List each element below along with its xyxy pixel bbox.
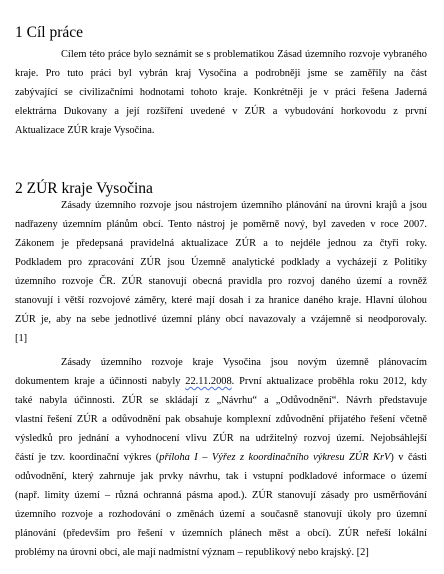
text-line: zabývající se civilizačními hodnotami tohoto kraje. Konkrétněji je v práci řešena Jaderná (15, 87, 427, 98)
text-segment: částí je tzv. koordinační výkres ( (15, 452, 160, 463)
text-line: Podkladem pro zpracování ZÚR jsou Územně analytické podklady a vycházejí z Politiky (15, 257, 427, 268)
text-line: vlastní řešení ZÚR a odůvodnění pak obsahuje komplexní zdůvodnění přijatého řešení včetně (15, 414, 427, 425)
text-line: kraje. Pro tuto práci byl vybrán kraj Vysočina a podrobněji jsme se zaměřily na část (15, 68, 427, 79)
section-heading-zur-kraje-vysocina: 2 ZÚR kraje Vysočina (15, 180, 153, 197)
paragraph-cil-prace (15, 45, 427, 140)
text-line: ZÚR je, aby na sebe jednotlivé územní plány obcí navazovaly a vzájemně si neodporovaly. (15, 314, 427, 325)
citation: [1] (15, 333, 28, 344)
text-line: elektrárna Dukovany a její rozšíření uvedené v ZÚR a vybudování horkovodu z první (15, 106, 427, 117)
text-line: výsledků pro jednání a vyhodnocení vlivu ZÚR na udržitelný rozvoj území. Nejobsáhlejší (15, 433, 427, 444)
text-segment: ) v části (390, 452, 427, 463)
text-line: územního rozvoje ČR. ZÚR stanovují obecná pravidla pro rozvoj daného území a rovněž (15, 276, 427, 287)
text-line: stanovují i větší rozvojové záměry, které mají dosah i za hranice daného kraje. Hlavní úlohou (15, 295, 427, 306)
text-segment: dokumentem kraje a účinnosti nabyly (15, 376, 186, 387)
text-line (15, 448, 427, 467)
text-line: problémy na úrovni obcí, ale mají nadmístní význam – republikový nebo krajský. [2] (15, 547, 369, 558)
text-line: Cílem této práce bylo seznámit se s problematikou Zásad územního rozvoje vybraného (61, 49, 427, 60)
text-segment: . První aktualizace proběhla roku 2012, kdy (231, 376, 427, 387)
paragraph-zasady-uzemniho-rozvoje (15, 196, 427, 348)
text-line: Aktualizace ZÚR kraje Vysočina. (15, 125, 155, 136)
section-heading-cil-prace: 1 Cíl práce (15, 24, 84, 41)
text-line: Zásady územního rozvoje kraje Vysočina jsou novým územně plánovacím (61, 357, 427, 368)
date-with-spellcheck-underline: 22.11.2008 (185, 376, 232, 387)
text-line: také nabyla účinnosti. ZÚR se skládají z „Návrhu“ a „Odůvodnění“. Návrh představuje (15, 395, 427, 406)
text-line: Zákonem je předepsaná pravidelná aktualizace ZÚR a to nejdéle jednou za čtyři roky. (15, 238, 427, 249)
text-line: Zásady územního rozvoje jsou nástrojem územního plánování na úrovni krajů a jsou (61, 200, 427, 211)
text-line: územního rozvoje a rozhodování o změnách území a současně stanovují úkoly pro územní (15, 509, 427, 520)
text-line (15, 372, 427, 391)
text-line: (např. limity území – různá ochranná pásma apod.). ZÚR stanovují zásady pro usměrňování (15, 490, 427, 501)
text-line: nadřazeny územním plánům obcí. Tento nástroj je poměrně nový, byl zaveden v roce 2007. (15, 219, 427, 230)
text-line: odůvodnění, který zahrnuje jak prvky návrhu, tak i vstupní podkladové informace o území (15, 471, 427, 482)
paragraph-zur-kraje-vysocina (15, 353, 427, 562)
appendix-reference: příloha I – Výřez z koordinačního výkresu ZÚR KrV (159, 452, 391, 463)
text-line: plánování (především pro řešení v územních plánech měst a obcí). ZÚR neřeší lokální (15, 528, 427, 539)
